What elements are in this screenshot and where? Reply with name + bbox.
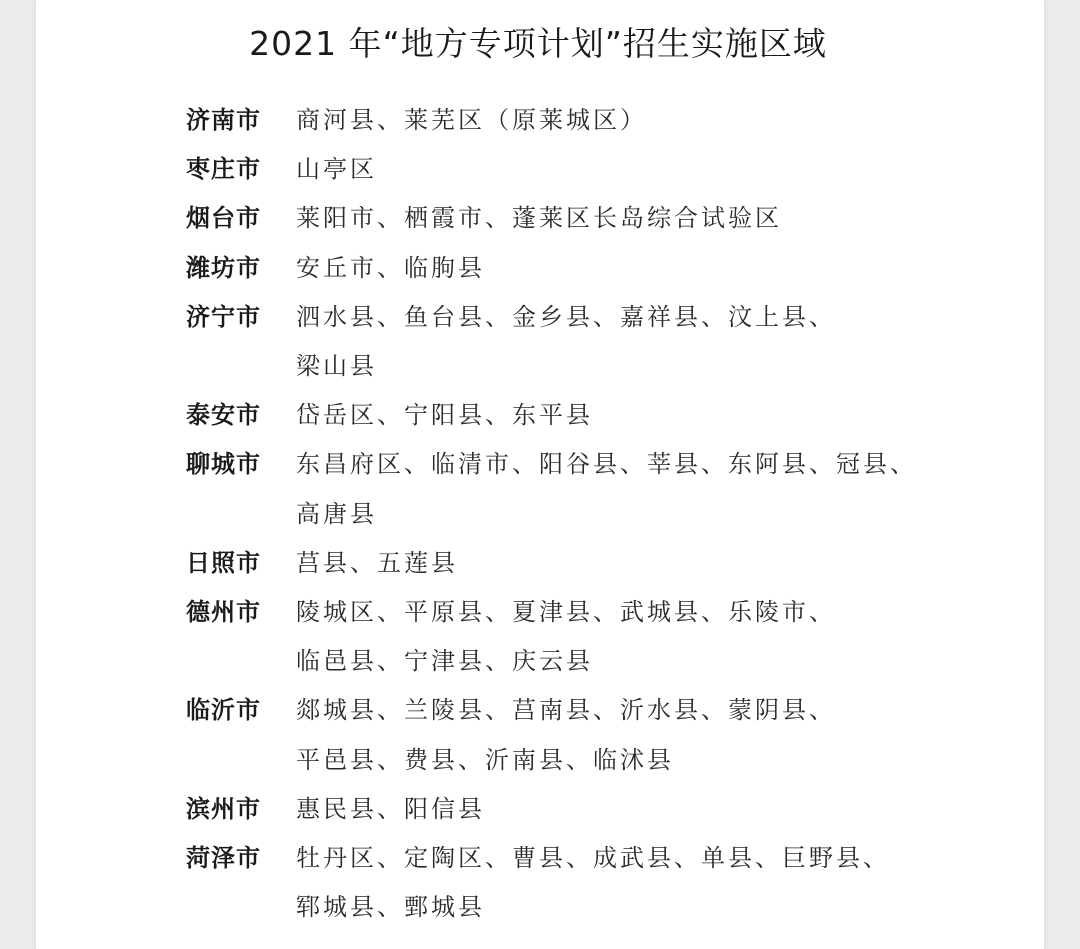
county-list bbox=[296, 686, 916, 784]
region-row bbox=[186, 440, 916, 538]
city-name: 泰安市 bbox=[186, 401, 261, 430]
region-row bbox=[186, 391, 916, 440]
region-row bbox=[186, 145, 916, 194]
region-row bbox=[186, 834, 916, 932]
city-name: 菏泽市 bbox=[186, 844, 261, 873]
county-list bbox=[296, 293, 916, 391]
city-name: 潍坊市 bbox=[186, 253, 261, 282]
region-row bbox=[186, 244, 916, 293]
county-line: 郓城县、鄄城县 bbox=[296, 893, 485, 922]
region-row bbox=[186, 785, 916, 834]
county-list bbox=[296, 194, 916, 243]
county-line: 梁山县 bbox=[296, 352, 377, 381]
city-name: 日照市 bbox=[186, 548, 261, 577]
region-row bbox=[186, 96, 916, 145]
region-row bbox=[186, 686, 916, 784]
county-line: 牡丹区、定陶区、曹县、成武县、单县、巨野县、 bbox=[296, 844, 890, 873]
city-name: 济宁市 bbox=[186, 302, 261, 331]
county-line: 莒县、五莲县 bbox=[296, 548, 458, 577]
county-list bbox=[296, 539, 916, 588]
county-line: 陵城区、平原县、夏津县、武城县、乐陵市、 bbox=[296, 598, 836, 627]
city-name: 临沂市 bbox=[186, 696, 261, 725]
county-line: 安丘市、临朐县 bbox=[296, 253, 485, 282]
county-line: 高唐县 bbox=[296, 499, 377, 528]
region-row bbox=[186, 194, 916, 243]
city-name: 德州市 bbox=[186, 598, 261, 627]
city-name: 滨州市 bbox=[186, 794, 261, 823]
city-name: 烟台市 bbox=[186, 204, 261, 233]
county-line: 山亭区 bbox=[296, 155, 377, 184]
county-list bbox=[296, 244, 916, 293]
county-list bbox=[296, 834, 916, 932]
county-list bbox=[296, 145, 916, 194]
region-row bbox=[186, 293, 916, 391]
county-line: 东昌府区、临清市、阳谷县、莘县、东阿县、冠县、 bbox=[296, 450, 917, 479]
region-list bbox=[186, 96, 916, 932]
county-line: 泗水县、鱼台县、金乡县、嘉祥县、汶上县、 bbox=[296, 302, 836, 331]
county-list bbox=[296, 785, 916, 834]
county-line: 岱岳区、宁阳县、东平县 bbox=[296, 401, 593, 430]
county-list bbox=[296, 588, 916, 686]
county-list bbox=[296, 391, 916, 440]
city-name: 枣庄市 bbox=[186, 155, 261, 184]
region-row bbox=[186, 539, 916, 588]
region-row bbox=[186, 588, 916, 686]
county-line: 惠民县、阳信县 bbox=[296, 794, 485, 823]
document-title: 2021 年“地方专项计划”招生实施区域 bbox=[249, 24, 827, 63]
county-line: 莱阳市、栖霞市、蓬莱区长岛综合试验区 bbox=[296, 204, 782, 233]
city-name: 济南市 bbox=[186, 106, 261, 134]
county-line: 商河县、莱芜区（原莱城区） bbox=[296, 106, 647, 134]
county-line: 郯城县、兰陵县、莒南县、沂水县、蒙阴县、 bbox=[296, 696, 836, 725]
county-line: 临邑县、宁津县、庆云县 bbox=[296, 647, 593, 676]
county-list bbox=[296, 96, 916, 145]
county-line: 平邑县、费县、沂南县、临沭县 bbox=[296, 745, 674, 774]
county-list bbox=[296, 440, 916, 538]
city-name: 聊城市 bbox=[186, 450, 261, 479]
